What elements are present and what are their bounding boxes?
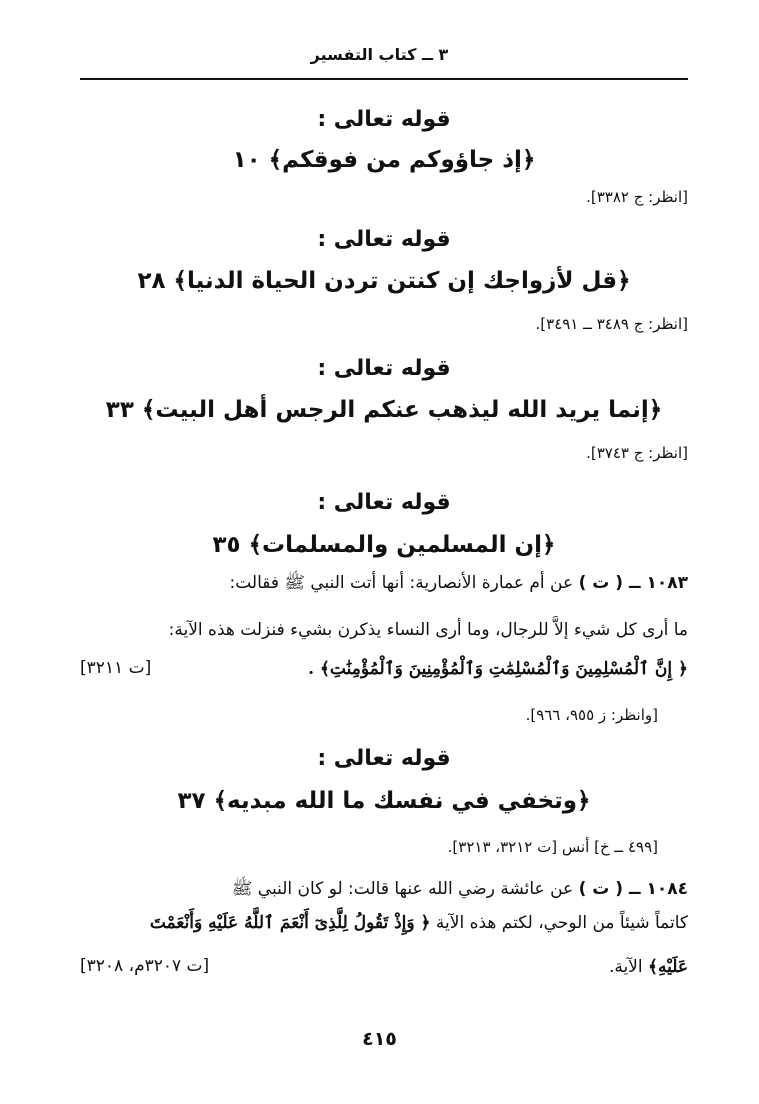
section-heading: قوله تعالى : (317, 490, 451, 515)
hadith-line (80, 878, 688, 903)
cross-reference: [انظر: ج ٣٣٨٢]. (586, 188, 688, 206)
source-reference: [ت ٣٢١١] (80, 658, 152, 678)
hadith-text: عن أم عمارة الأنصارية: أنها أتت النبي ﷺ فقالت: (229, 573, 574, 593)
verse-title: ﴿إذ جاؤوكم من فوقكم﴾ ١٠ (232, 147, 536, 173)
cross-reference: [٤٩٩ ــ خ] أنس [ت ٣٢١٢، ٣٢١٣]. (447, 838, 658, 856)
hadith-line: ما أرى كل شيء إلاَّ للرجال، وما أرى النساء يذكرن بشيء فنزلت هذه الآية: (168, 620, 688, 640)
hadith-number: ١٠٨٤ ــ ( ت ) (578, 879, 688, 899)
header-rule (80, 78, 688, 80)
cross-reference: [وانظر: ز ٩٥٥، ٩٦٦]. (525, 706, 658, 724)
hadith-line (80, 572, 688, 597)
hadith-text: عن عائشة رضي الله عنها قالت: لو كان النبي ﷺ (231, 879, 574, 899)
hadith-text: كاتماً شيئاً من الوحي، لكتم هذه الآية (435, 913, 688, 933)
hadith-line (80, 956, 688, 977)
verse-title: ﴿إن المسلمين والمسلمات﴾ ٣٥ (212, 532, 556, 558)
verse-title: ﴿قل لأزواجك إن كنتن تردن الحياة الدنيا﴾ ٢٨ (137, 268, 631, 294)
cross-reference: [انظر: ج ٣٧٤٣]. (586, 444, 688, 462)
page-number: ٤١٥ (362, 1028, 397, 1050)
quran-quote-end: عَلَيْهِ﴾ (648, 957, 688, 977)
running-header: ٣ ــ كتاب التفسير (310, 45, 449, 64)
source-reference: [ت ٣٢٠٧م، ٣٢٠٨] (80, 956, 210, 976)
hadith-number: ١٠٨٣ ــ ( ت ) (578, 573, 688, 593)
section-heading: قوله تعالى : (317, 356, 451, 381)
hadith-line (80, 912, 688, 933)
section-heading: قوله تعالى : (317, 107, 451, 132)
verse-title: ﴿إنما يريد الله ليذهب عنكم الرجس أهل البيت﴾ ٣٣ (105, 397, 663, 423)
cross-reference: [انظر: ج ٣٤٨٩ ــ ٣٤٩١]. (535, 315, 688, 333)
section-heading: قوله تعالى : (317, 227, 451, 252)
section-heading: قوله تعالى : (317, 746, 451, 771)
verse-title: ﴿وتخفي في نفسك ما الله مبديه﴾ ٣٧ (177, 788, 591, 814)
quran-quote: ﴿ وَإِذْ تَقُولُ لِلَّذِىٓ أَنْعَمَ ٱللَّهُ عَلَيْهِ وَأَنْعَمْتَ (149, 913, 431, 933)
hadith-text: الآية. (608, 957, 643, 977)
hadith-line (80, 658, 688, 679)
quran-quote: ﴿ إِنَّ ٱلْمُسْلِمِينَ وَٱلْمُسْلِمَٰتِ وَٱلْمُؤْمِنِينَ وَٱلْمُؤْمِنَٰتِ﴾ . (308, 659, 688, 679)
